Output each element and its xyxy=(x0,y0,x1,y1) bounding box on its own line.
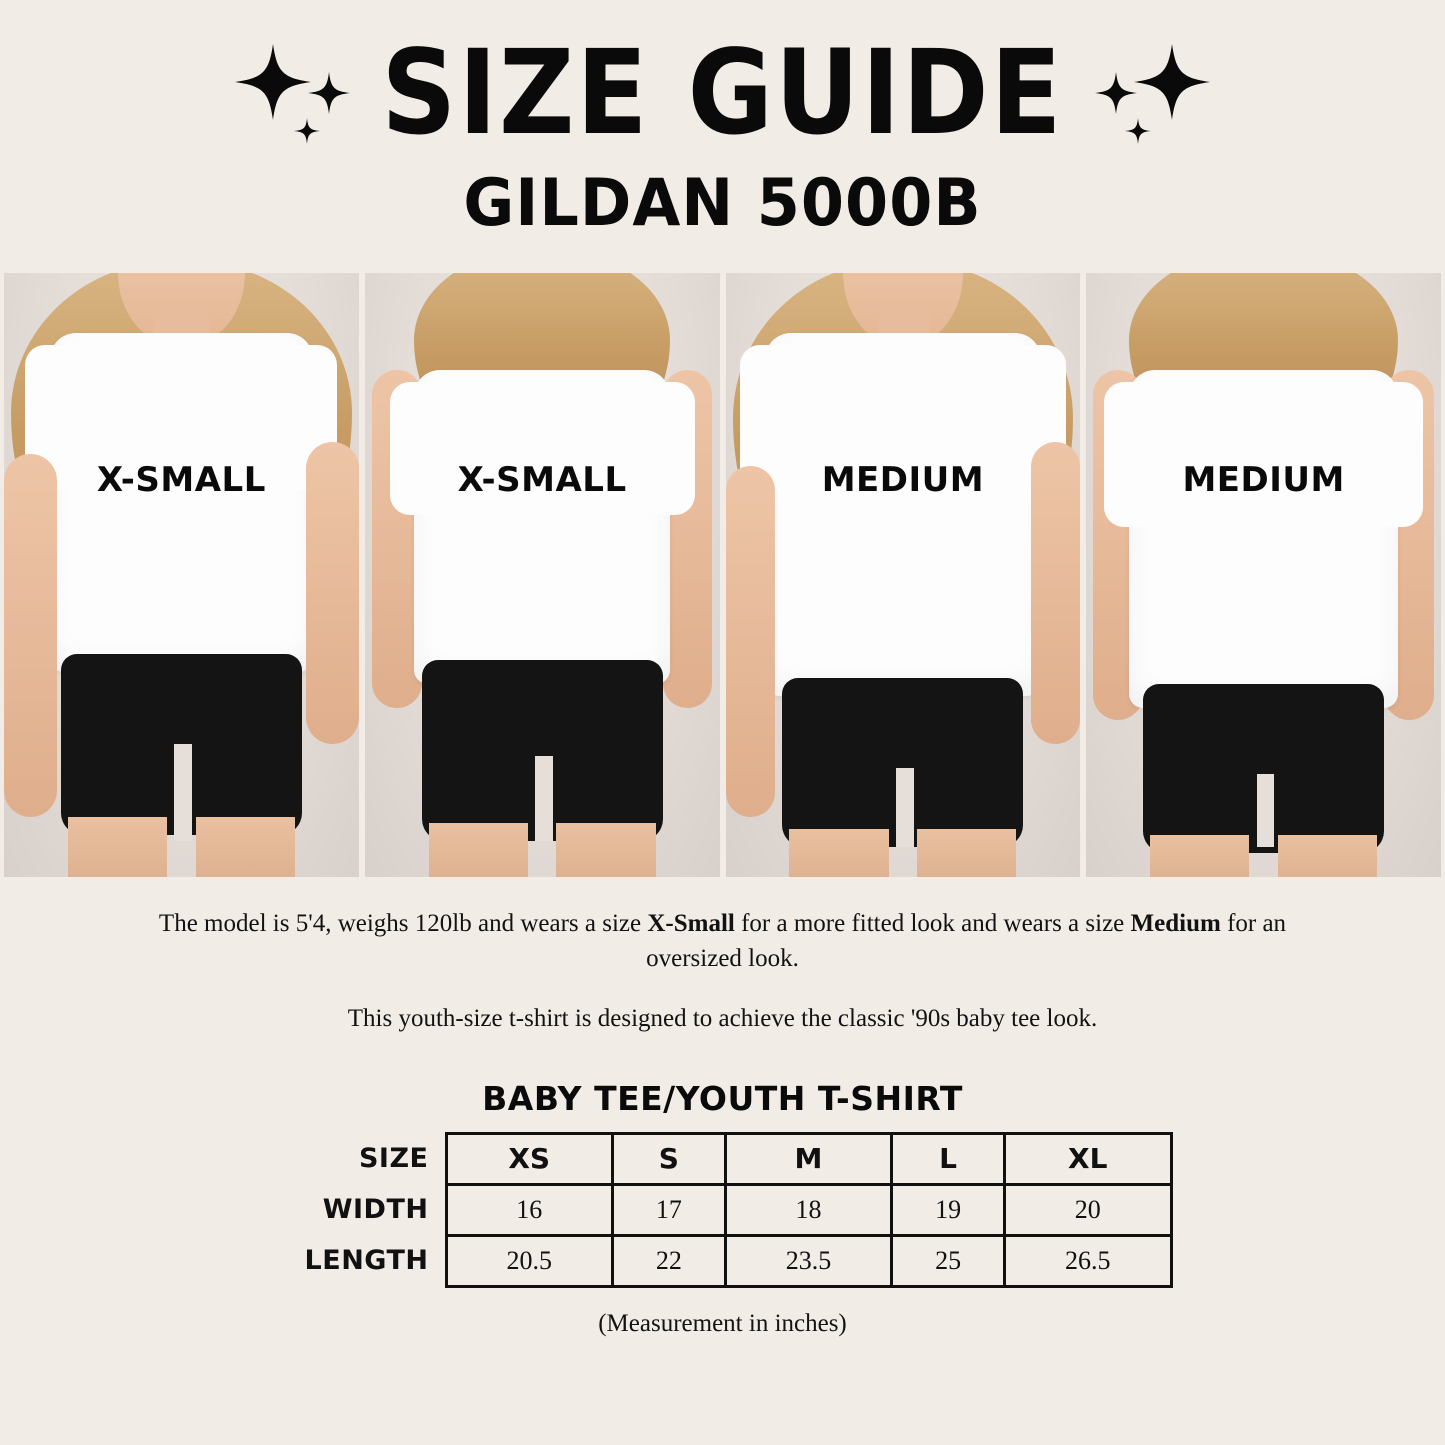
model-photo-front-xsmall xyxy=(4,273,359,877)
model-size-fitted: X-Small xyxy=(647,910,735,937)
length-s: 22 xyxy=(612,1235,725,1286)
model-description-part2: for a more fitted look and wears a size xyxy=(734,910,1131,937)
page-subtitle: GILDAN 5000B xyxy=(463,164,982,241)
length-xl: 26.5 xyxy=(1005,1235,1172,1286)
model-size-oversized: Medium xyxy=(1130,910,1221,937)
row-header-length: LENGTH xyxy=(304,1245,429,1276)
model-photo-front-medium xyxy=(726,273,1081,877)
size-xl: XL xyxy=(1005,1133,1172,1184)
sparkle-right-group xyxy=(1074,34,1224,154)
leg-gap-shape xyxy=(535,756,553,841)
size-table-title: BABY TEE/YOUTH T-SHIRT xyxy=(482,1078,963,1118)
photo-size-label: X-SMALL xyxy=(457,460,627,501)
width-l: 19 xyxy=(892,1184,1005,1235)
arm-left-shape xyxy=(4,454,57,816)
model-photo-back-xsmall xyxy=(365,273,720,877)
leg-left-shape xyxy=(789,829,888,877)
table-row xyxy=(273,1235,1172,1286)
table-row xyxy=(273,1133,1172,1184)
leg-right-shape xyxy=(556,823,655,877)
photo-size-label: MEDIUM xyxy=(1182,460,1345,501)
table-row xyxy=(273,1184,1172,1235)
size-l: L xyxy=(892,1133,1005,1184)
leg-gap-shape xyxy=(174,744,192,841)
model-photo-back-medium xyxy=(1086,273,1441,877)
row-header-size: SIZE xyxy=(358,1143,429,1174)
page-title: SIZE GUIDE xyxy=(381,25,1064,162)
sleeve-right-shape xyxy=(1345,382,1423,527)
leg-gap-shape xyxy=(1257,774,1275,846)
arm-left-shape xyxy=(726,466,776,816)
model-description-part3: for an oversized look. xyxy=(646,910,1287,972)
page-header xyxy=(0,0,1445,239)
measurement-note: (Measurement in inches) xyxy=(598,1309,847,1337)
size-m: M xyxy=(725,1133,891,1184)
model-description xyxy=(120,907,1325,976)
size-xs: XS xyxy=(446,1133,612,1184)
photo-size-label: MEDIUM xyxy=(821,460,985,501)
photo-strip xyxy=(0,273,1445,877)
length-xs: 20.5 xyxy=(446,1235,612,1286)
photo-size-label: X-SMALL xyxy=(96,460,266,501)
leg-left-shape xyxy=(429,823,528,877)
width-xl: 20 xyxy=(1005,1184,1172,1235)
leg-left-shape xyxy=(1150,835,1249,877)
row-header-width: WIDTH xyxy=(322,1194,429,1225)
width-xs: 16 xyxy=(446,1184,612,1235)
model-description-part1: The model is 5'4, weighs 120lb and wears a size xyxy=(158,910,648,937)
width-m: 18 xyxy=(725,1184,891,1235)
length-l: 25 xyxy=(892,1235,1005,1286)
size-table xyxy=(273,1132,1173,1288)
width-s: 17 xyxy=(612,1184,725,1235)
leg-right-shape xyxy=(196,817,295,877)
title-row xyxy=(0,25,1445,162)
length-m: 23.5 xyxy=(725,1235,891,1286)
sparkle-icon xyxy=(1074,34,1224,154)
leg-right-shape xyxy=(1278,835,1377,877)
sparkle-left-group xyxy=(221,34,371,154)
size-s: S xyxy=(612,1133,725,1184)
leg-right-shape xyxy=(917,829,1016,877)
product-note: This youth-size t-shirt is designed to achieve the classic '90s baby tee look. xyxy=(347,1005,1098,1032)
description-block xyxy=(0,907,1445,1037)
size-table-block xyxy=(0,1079,1445,1338)
leg-left-shape xyxy=(68,817,167,877)
sleeve-left-shape xyxy=(1104,382,1182,527)
leg-gap-shape xyxy=(896,768,914,847)
sparkle-icon xyxy=(221,34,371,154)
